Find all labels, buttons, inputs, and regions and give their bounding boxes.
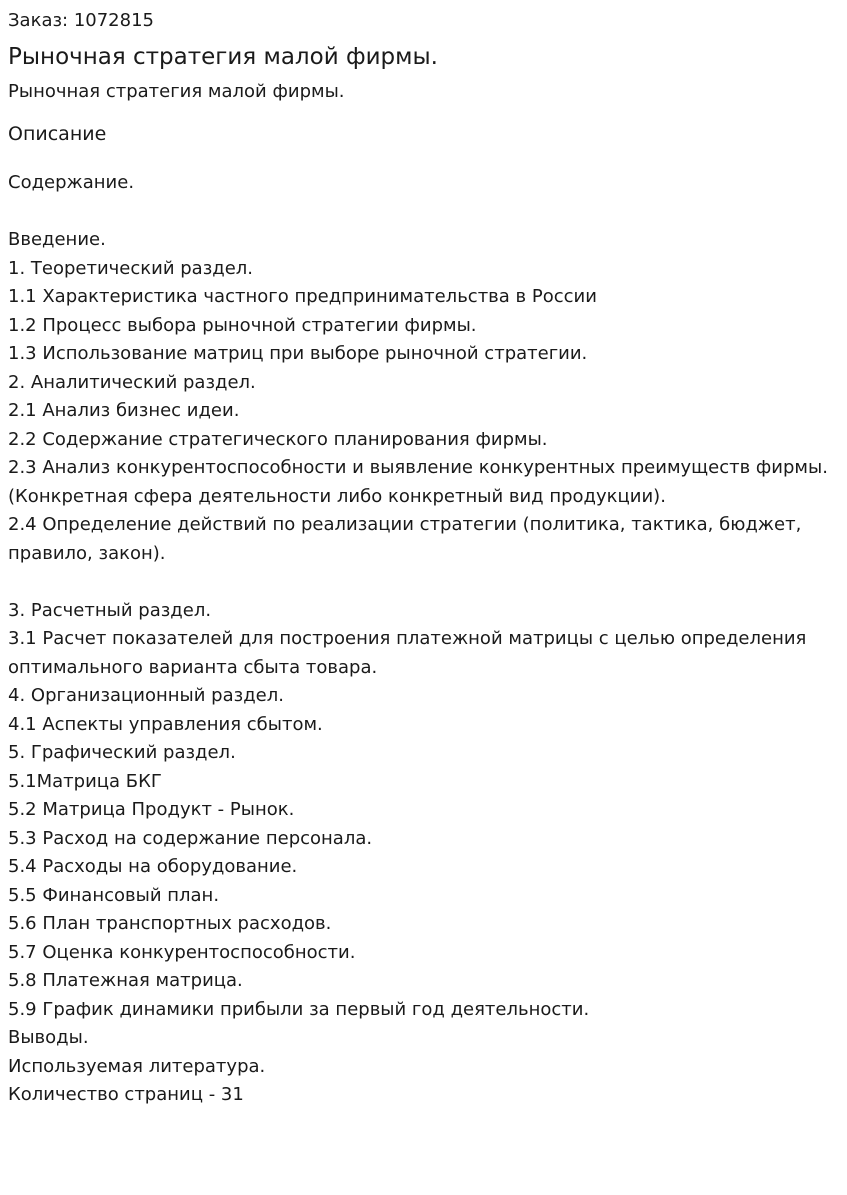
toc-item: 5.4 Расходы на оборудование. [8,856,298,877]
page-count: Количество страниц - 31 [8,1084,244,1105]
toc-spacer [8,568,838,597]
toc-spacer [8,198,838,227]
toc-item: 5.3 Расход на содержание персонала. [8,827,373,849]
order-number: Заказ: 1072815 [8,10,154,31]
document-page [8,8,838,1110]
toc-item: 1. Теоретический раздел. [8,257,254,279]
toc-item: 2.4 Определение действий по реализации стратегии (политика, тактика, бюджет, правило, закон). [8,514,802,564]
toc-item: Выводы. [8,1027,89,1048]
toc-item: 1.1 Характеристика частного предпринимательства в России [8,286,597,307]
toc-item: 4. Организационный раздел. [8,685,284,706]
page-title: Рыночная стратегия малой фирмы. [8,44,438,70]
toc-item: 3. Расчетный раздел. [8,599,212,621]
toc-item: 1.2 Процесс выбора рыночной стратегии фирмы. [8,314,477,336]
description-label: Описание [8,123,107,145]
toc-item: 5.9 График динамики прибыли за первый год деятельности. [8,998,590,1020]
toc-item: 2.1 Анализ бизнес идеи. [8,400,240,421]
toc-item: 3.1 Расчет показателей для построения платежной матрицы с целью определения оптимального варианта сбыта товара. [8,628,807,678]
toc-item: 5.5 Финансовый план. [8,884,220,906]
toc-heading: Содержание. [8,172,135,193]
toc-item: 2.2 Содержание стратегического планирования фирмы. [8,428,548,450]
toc-item: 1.3 Использование матриц при выборе рыночной стратегии. [8,343,588,364]
toc-item: 2.3 Анализ конкурентоспособности и выявление конкурентных преимуществ фирмы. (Конкретная сфера деятельности либо конкретный вид продукции). [8,457,828,507]
toc-item: 5.1Матрица БКГ [8,770,162,792]
toc-item: 5. Графический раздел. [8,742,236,763]
page-subtitle: Рыночная стратегия малой фирмы. [8,81,345,102]
toc-item: Введение. [8,229,106,250]
toc-item: Используемая литература. [8,1055,266,1077]
toc-item: 5.7 Оценка конкурентоспособности. [8,941,356,963]
toc-item: 5.8 Платежная матрица. [8,970,243,991]
toc-item: 2. Аналитический раздел. [8,371,256,393]
table-of-contents [8,169,838,1110]
toc-item: 5.6 План транспортных расходов. [8,913,332,934]
toc-item: 5.2 Матрица Продукт - Рынок. [8,799,295,820]
toc-item: 4.1 Аспекты управления сбытом. [8,713,323,735]
